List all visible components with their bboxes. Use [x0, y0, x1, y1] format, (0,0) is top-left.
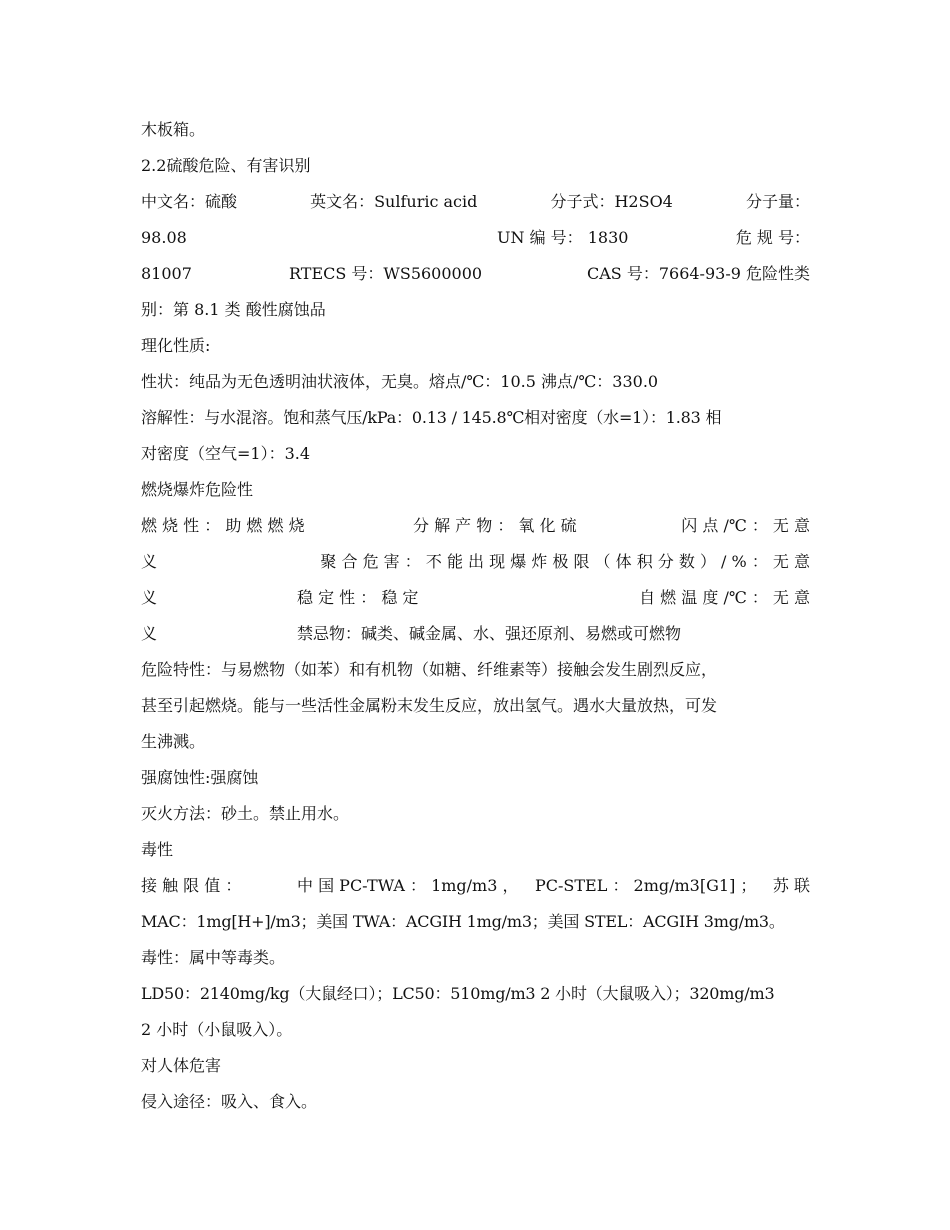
cas-number: CAS 号：7664-93-9 危险性类 [586, 264, 810, 283]
text-line-exposure-routes: 侵入途径：吸入、食入。 [141, 1092, 318, 1111]
un-number: UN 编 号： 1830 [497, 228, 629, 247]
text-line-packaging: 木板箱。 [141, 120, 206, 139]
polymerization-explosion-limit: 聚 合 危 害 ： 不 能 出 现 爆 炸 极 限 （ 体 积 分 数 ） / % ： 无 意 [320, 552, 810, 571]
identity-row-names [141, 192, 810, 212]
molecular-formula: 分子式：H2SO4 [550, 192, 673, 211]
english-name: 英文名：Sulfuric acid [310, 192, 478, 211]
rtecs-number: RTECS 号：WS5600000 [289, 264, 483, 283]
text-line-toxicity-class: 毒性：属中等毒类。 [141, 948, 286, 967]
text-line-corrosivity: 强腐蚀性:强腐蚀 [141, 768, 259, 787]
text-line-solubility: 溶解性：与水混溶。饱和蒸气压/kPa：0.13 / 145.8℃相对密度（水=1）：1.83 相 [141, 408, 722, 427]
molecular-weight-value: 98.08 [141, 228, 187, 247]
subheading-toxicity: 毒性 [141, 840, 174, 859]
molecular-weight-label: 分子量： [745, 192, 810, 211]
hazard-class: 别：第 8.1 类 酸性腐蚀品 [141, 300, 326, 319]
chinese-name: 中文名：硫酸 [141, 192, 238, 211]
text-line-lc50-mouse: 2 小时（小鼠吸入）。 [141, 1020, 293, 1039]
incompatible-materials: 禁忌物：碱类、碱金属、水、强还原剂、易燃或可燃物 [297, 624, 682, 643]
subheading-human-health-hazard: 对人体危害 [141, 1056, 222, 1075]
stability: 稳 定 性 ： 稳 定 [297, 588, 419, 607]
text-line-hazard-characteristics-3: 生沸溅。 [141, 732, 206, 751]
subheading-fire-explosion: 燃烧爆炸危险性 [141, 480, 254, 499]
china-pc-twa: 中 国 PC-TWA ： 1mg/m3 ， [297, 876, 519, 895]
autoignition-temperature: 自 燃 温 度 /℃ ： 无 意 [639, 588, 810, 607]
explosion-limit-cont: 义 [141, 588, 158, 607]
text-line-hazard-characteristics-2: 甚至引起燃烧。能与一些活性金属粉末发生反应，放出氢气。遇水大量放热，可发 [141, 696, 718, 715]
ussr-label: 苏 联 [772, 876, 810, 895]
text-line-mac-limits: MAC：1mg[H+]/m3；美国 TWA：ACGIH 1mg/m3；美国 STEL：ACGIH 3mg/m3。 [141, 912, 785, 931]
flash-point-cont: 义 [141, 552, 158, 571]
pc-stel: PC-STEL ： 2mg/m3[G1] ； [535, 876, 757, 895]
text-line-ld50: LD50：2140mg/kg（大鼠经口）；LC50：510mg/m3 2 小时（大鼠吸入）；320mg/m3 [141, 984, 775, 1003]
exposure-limits-label: 接 触 限 值 ： [141, 876, 242, 895]
combustibility: 燃 烧 性 ： 助 燃 燃 烧 [141, 516, 305, 535]
subheading-physical-chemical: 理化性质: [141, 336, 211, 355]
text-line-appearance: 性状：纯品为无色透明油状液体，无臭。熔点/℃：10.5 沸点/℃：330.0 [141, 372, 659, 391]
autoignition-cont: 义 [141, 624, 158, 643]
flash-point: 闪 点 /℃ ： 无 意 [681, 516, 810, 535]
section-heading-sulfuric-acid-hazard: 2.2硫酸危险、有害识别 [141, 156, 311, 175]
dangerous-goods-code-value: 81007 [141, 264, 192, 283]
text-line-relative-density: 对密度（空气=1）：3.4 [141, 444, 311, 463]
decomposition-products: 分 解 产 物 ： 氧 化 硫 [413, 516, 577, 535]
text-line-hazard-characteristics-1: 危险特性：与易燃物（如苯）和有机物（如糖、纤维素等）接触会发生剧烈反应， [141, 660, 718, 679]
text-line-extinguishing: 灭火方法：砂土。禁止用水。 [141, 804, 350, 823]
dangerous-goods-code-label: 危 规 号： [735, 228, 810, 247]
